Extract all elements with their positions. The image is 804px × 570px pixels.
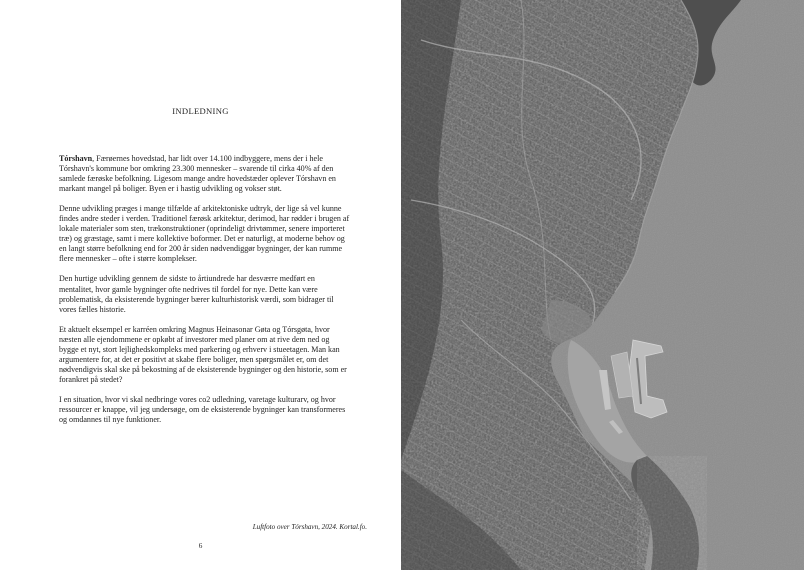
paragraph-2: Denne udvikling præges i mange tilfælde af arkitektoniske udtryk, der lige så vel kunne findes andre steder i verden. Traditionel færøsk arkitektur, derimod, har rødder i brugen af lokale materialer som sten, trækonstruktioner (oprindeligt drivtømmer, senere importeret træ) og græstage, samt i mere kollektive boformer. Det er naturligt, at moderne behov og en langt større befolkning end for 200 år siden nødvendiggør bygninger, der kan rumme flere mennesker – ofte i større komplekser. bbox=[59, 204, 350, 264]
photo-caption: Luftfoto over Tórshavn, 2024. Kortal.fo. bbox=[252, 523, 367, 531]
aerial-photo-torshavn-icon bbox=[401, 0, 804, 570]
paragraph-1-lead: Tórshavn bbox=[59, 154, 93, 163]
body-text bbox=[59, 154, 351, 435]
paragraph-1 bbox=[59, 154, 351, 194]
aerial-photo bbox=[401, 0, 804, 570]
paragraph-1-rest: , Færøernes hovedstad, har lidt over 14.100 indbyggere, mens der i hele Tórshavn's kommune bor omkring 23.300 mennesker – svarende til cirka 40% af den samlede færøske befolkning. Ligesom mange andre hovedstæder oplever Tórshavn en markant mangel på boliger. Byen er i hastig udvikling og vokser støt. bbox=[59, 154, 336, 194]
left-page bbox=[0, 0, 401, 570]
page-number: 6 bbox=[198, 542, 203, 550]
paragraph-4: Et aktuelt eksempel er karréen omkring Magnus Heinasonar Gøta og Tórsgøta, hvor næsten alle ejendommene er opkøbt af investorer med planer om at rive dem ned og bygge et nyt, stort lejlighedskompleks med parkering og erhverv i stueetagen. Man kan argumentere for, at det er positivt at skabe flere boliger, men spørgsmålet er, om det nødvendigvis skal ske på bekostning af de eksisterende bygninger og den historie, som er forankret på stedet? bbox=[59, 324, 347, 384]
paragraph-3: Den hurtige udvikling gennem de sidste to årtiundrede har desværre medført en mentalitet, hvor gamle bygninger ofte nedrives til fordel for nye. Dette kan være problematisk, da eksisterende bygninger bærer kulturhistorisk værdi, som bidrager til vores fælles historie. bbox=[59, 274, 334, 314]
chapter-title: INDLEDNING bbox=[172, 106, 229, 116]
paragraph-5: I en situation, hvor vi skal nedbringe vores co2 udledning, varetage kulturarv, og hvor ressourcer er knappe, vil jeg undersøge, om de eksisterende bygninger kan transformeres og omdannes til nye funktioner. bbox=[59, 394, 346, 425]
